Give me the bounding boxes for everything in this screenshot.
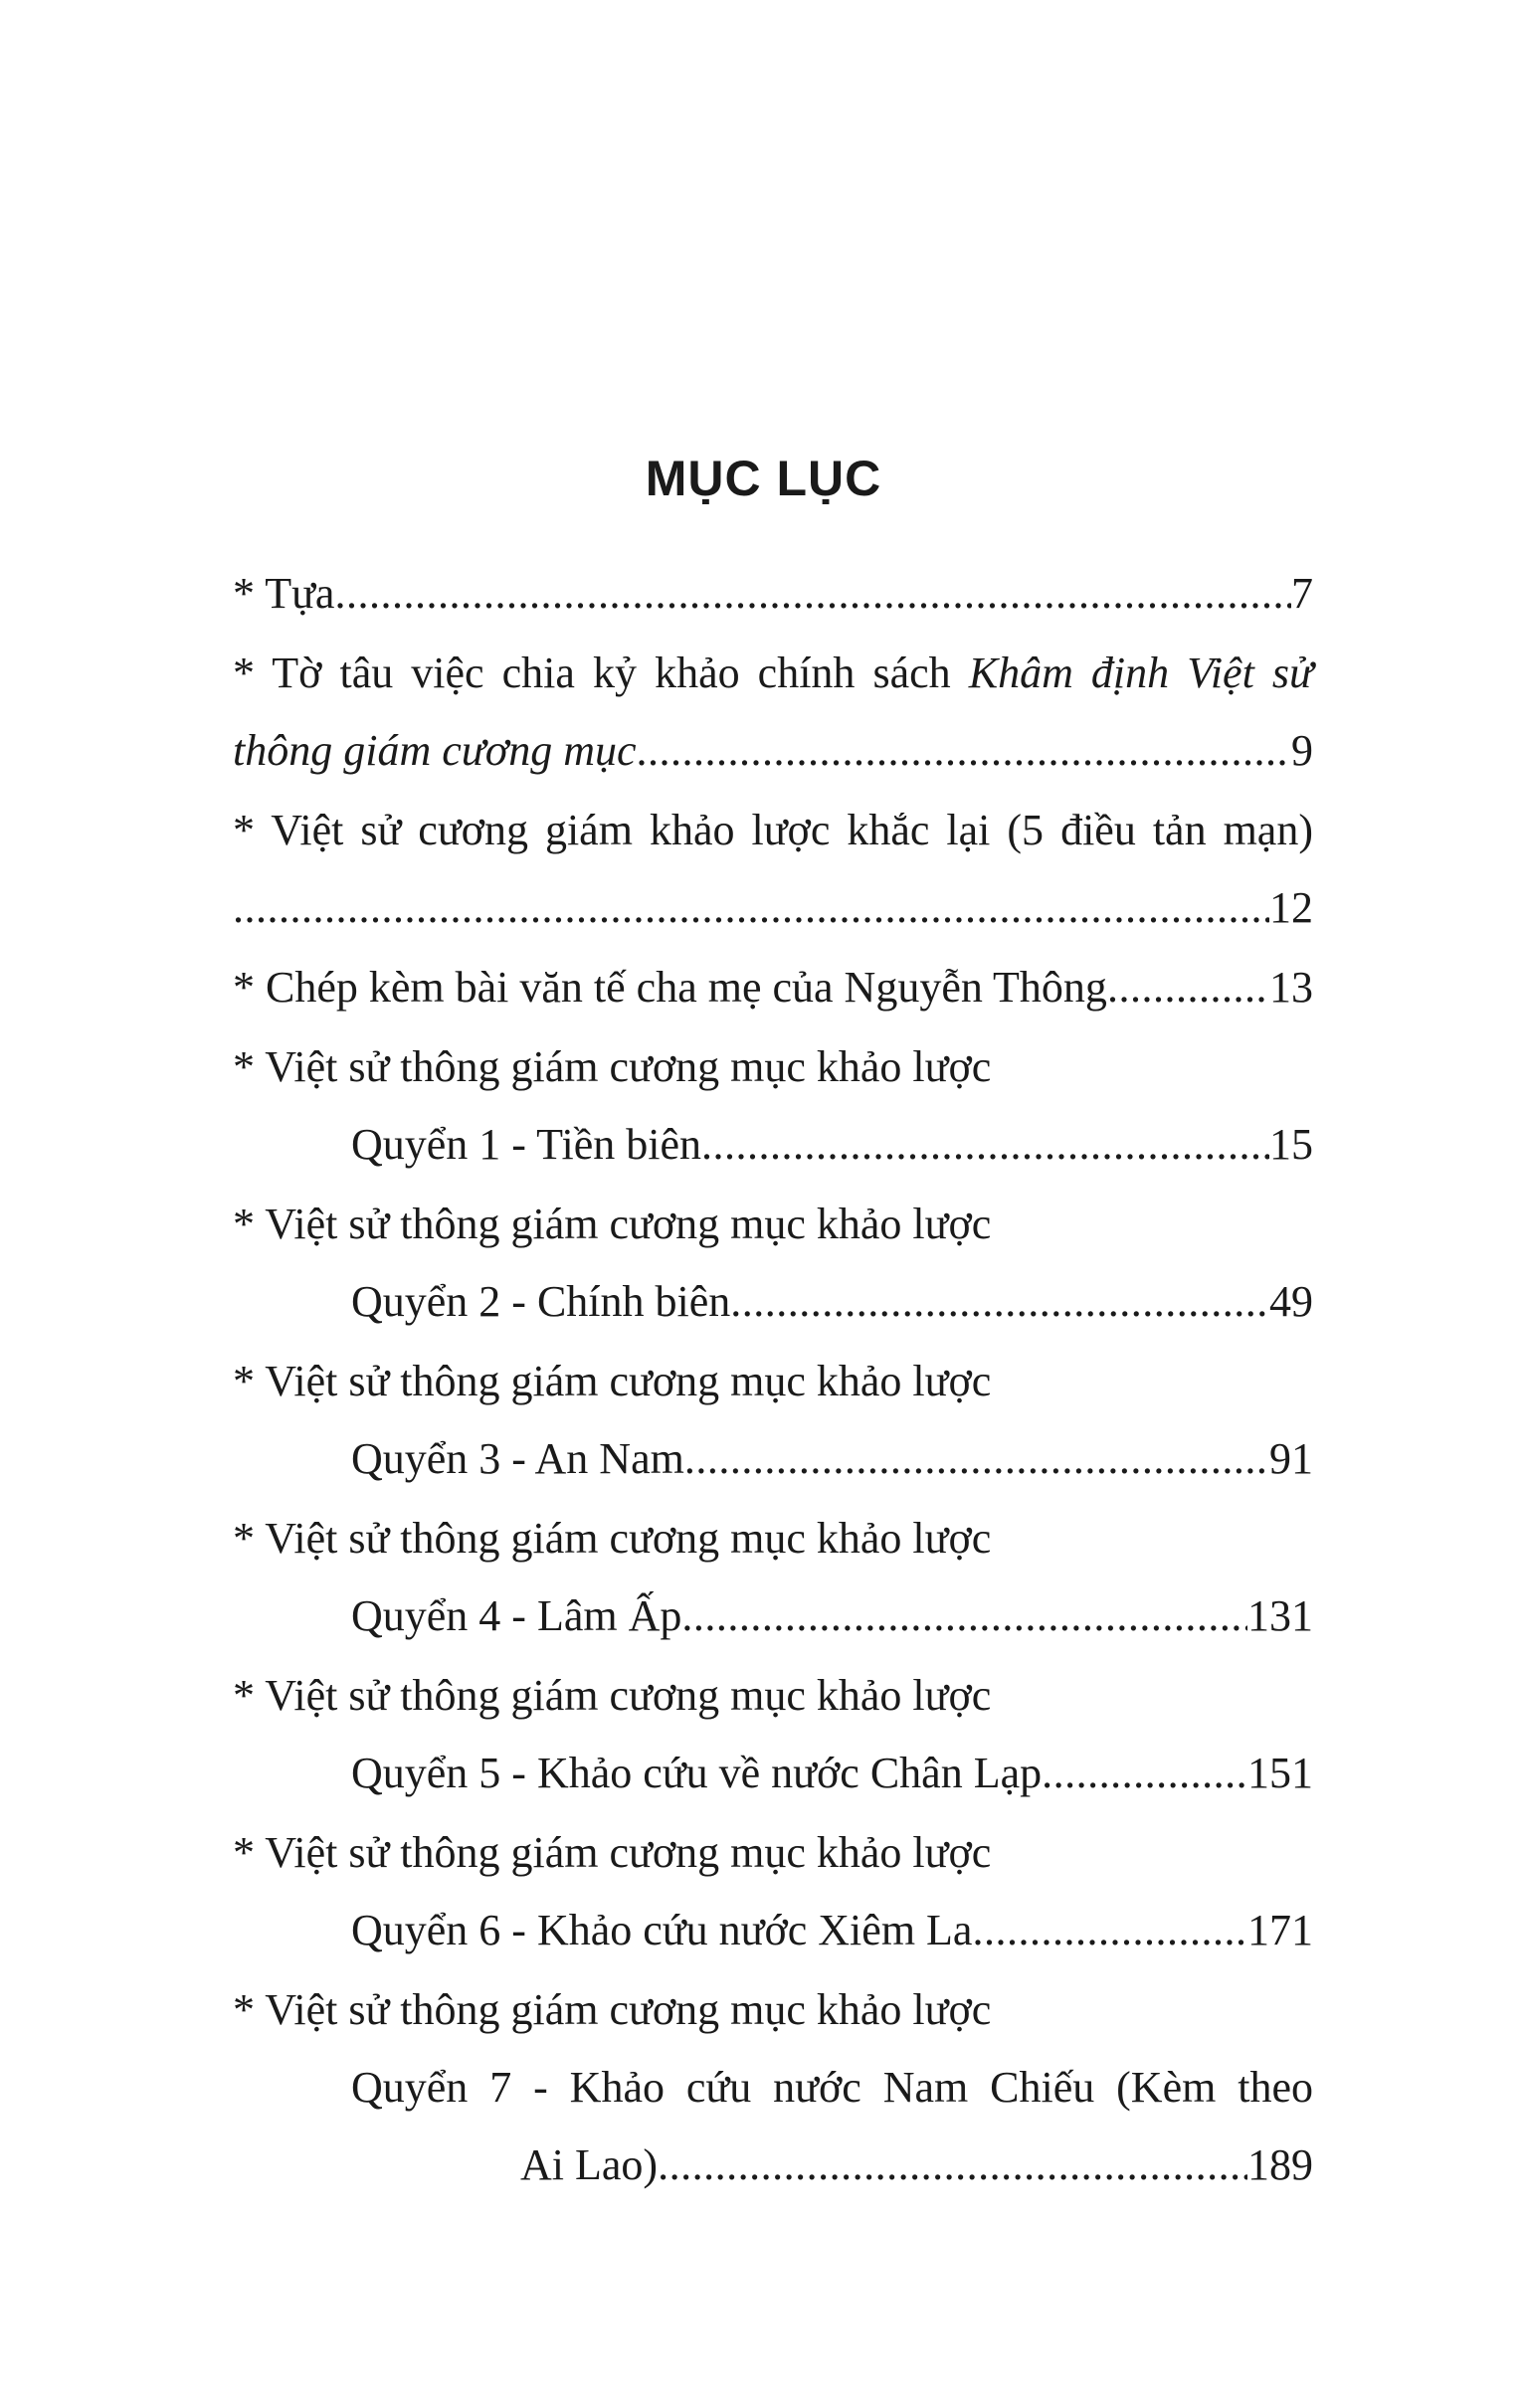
leader-dots	[658, 2127, 1247, 2204]
leader-dots	[684, 1420, 1269, 1498]
toc-entry-heading: * Việt sử thông giám cương mục khảo lược	[233, 1671, 992, 1720]
toc-entry-label: * Tựa	[233, 569, 335, 618]
toc-page-number: 12	[1269, 883, 1313, 932]
toc-entry-volume-6[interactable]	[233, 1814, 1313, 1969]
toc-entry-label: Quyển 2 - Chính biên	[351, 1277, 731, 1326]
toc-page-number: 7	[1291, 569, 1313, 618]
toc-entry-heading: * Việt sử thông giám cương mục khảo lược	[233, 1042, 992, 1091]
toc-entry-memorial[interactable]	[233, 635, 1313, 790]
toc-entry-label-continued: Ai Lao)	[520, 2140, 659, 2189]
leader-dots	[1042, 1735, 1247, 1812]
toc-entry-heading: * Việt sử thông giám cương mục khảo lược	[233, 1200, 992, 1248]
toc-entry-volume-5[interactable]	[233, 1657, 1313, 1812]
toc-page-number: 91	[1269, 1434, 1313, 1483]
toc-entry-label: * Tờ tâu việc chia kỷ khảo chính sách	[233, 648, 969, 697]
toc-entry-label: Quyển 6 - Khảo cứu nước Xiêm La	[351, 1906, 973, 1954]
leader-dots	[1107, 949, 1269, 1026]
table-of-contents	[233, 555, 1313, 2204]
toc-entry-italic-title: thông giám cương mục	[233, 726, 637, 775]
toc-entry-volume-3[interactable]	[233, 1343, 1313, 1498]
toc-page-number: 131	[1247, 1591, 1313, 1640]
toc-entry-italic-title: Khâm định Việt sử	[968, 648, 1313, 697]
leader-dots	[701, 1106, 1269, 1184]
toc-entry-label: Quyển 4 - Lâm Ấp	[351, 1591, 682, 1640]
toc-entry-label: * Việt sử cương giám khảo lược khắc lại (5 điều tản mạn)	[233, 806, 1313, 854]
toc-page-number: 151	[1247, 1749, 1313, 1797]
leader-dots	[233, 869, 1269, 947]
leader-dots	[681, 1577, 1247, 1655]
toc-page-number: 171	[1247, 1906, 1313, 1954]
toc-entry-volume-4[interactable]	[233, 1500, 1313, 1655]
toc-entry-label: Quyển 1 - Tiền biên	[351, 1120, 701, 1169]
toc-entry-label: Quyển 7 - Khảo cứu nước Nam Chiếu (Kèm theo	[351, 2063, 1313, 2112]
toc-page-number: 9	[1291, 726, 1313, 775]
toc-page-number: 49	[1269, 1277, 1313, 1326]
toc-entry-funeral-oration[interactable]	[233, 949, 1313, 1026]
toc-entry-line	[233, 635, 1313, 712]
toc-page-number: 189	[1247, 2140, 1313, 2189]
toc-entry-volume-1[interactable]	[233, 1028, 1313, 1184]
toc-entry-preface[interactable]	[233, 555, 1313, 633]
leader-dots	[972, 1892, 1247, 1969]
toc-entry-label: Quyển 5 - Khảo cứu về nước Chân Lạp	[351, 1749, 1043, 1797]
toc-page-number: 15	[1269, 1120, 1313, 1169]
leader-dots	[637, 712, 1291, 790]
toc-entry-heading: * Việt sử thông giám cương mục khảo lược	[233, 1985, 992, 2034]
page-title: MỤC LỤC	[645, 451, 882, 506]
toc-entry-label: Quyển 3 - An Nam	[351, 1434, 684, 1483]
toc-entry-heading: * Việt sử thông giám cương mục khảo lược	[233, 1514, 992, 1563]
toc-entry-heading: * Việt sử thông giám cương mục khảo lược	[233, 1357, 992, 1405]
toc-entry-volume-2[interactable]	[233, 1186, 1313, 1341]
toc-entry-volume-7[interactable]	[233, 1971, 1313, 2204]
leader-dots	[730, 1263, 1269, 1341]
toc-entry-label: * Chép kèm bài văn tế cha mẹ của Nguyễn Thông	[233, 963, 1107, 1012]
toc-page-number: 13	[1269, 963, 1313, 1012]
toc-entry-reprint[interactable]	[233, 792, 1313, 947]
leader-dots	[334, 555, 1291, 633]
toc-entry-heading: * Việt sử thông giám cương mục khảo lược	[233, 1828, 992, 1877]
